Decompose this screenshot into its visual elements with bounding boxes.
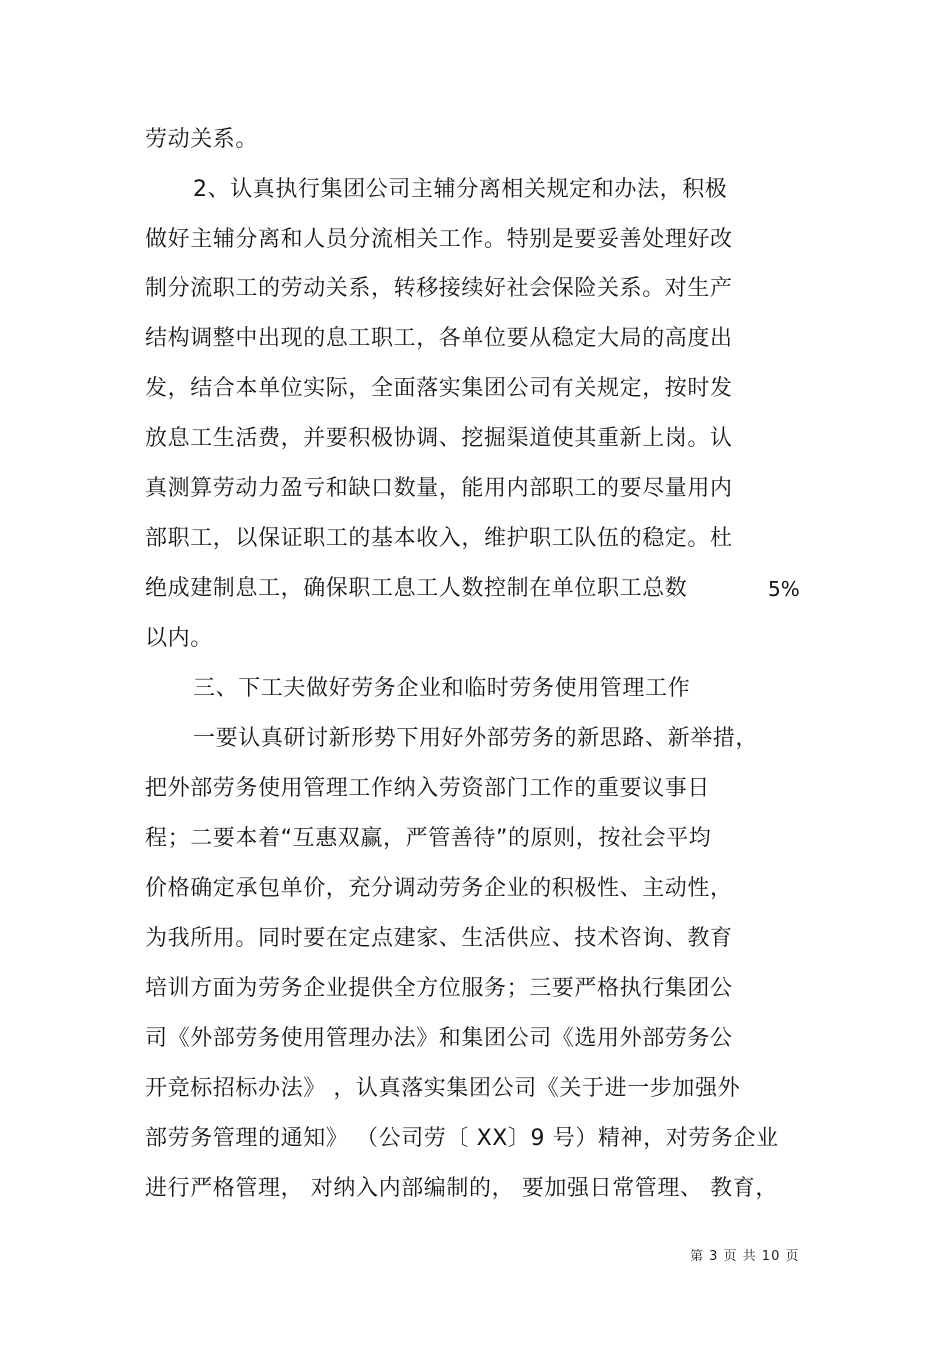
text-line: 做好主辅分离和人员分流相关工作。特别是要妥善处理好改 (145, 227, 733, 252)
text-line: 结构调整中出现的息工职工，各单位要从稳定大局的高度出 (145, 326, 733, 351)
text-line: 司《外部劳务使用管理办法》和集团公司《选用外部劳务公 (145, 1026, 733, 1051)
text-line: 进行严格管理， 对纳入内部编制的， 要加强日常管理、 教育， (145, 1176, 778, 1201)
percent-value: 5% (768, 577, 800, 601)
text-line: 2、认真执行集团公司主辅分离相关规定和办法，积极 (193, 177, 728, 202)
section-heading: 三、下工夫做好劳务企业和临时劳务使用管理工作 (193, 676, 691, 701)
text-line: 真测算劳动力盈亏和缺口数量，能用内部职工的要尽量用内 (145, 476, 733, 501)
text-line: 部职工，以保证职工的基本收入，维护职工队伍的稳定。杜 (145, 526, 733, 551)
text-line: 以内。 (145, 626, 213, 651)
page-number: 第 3 页 共 10 页 (690, 1249, 800, 1264)
text-line: 制分流职工的劳动关系，转移接续好社会保险关系。对生产 (145, 276, 733, 301)
text-line: 价格确定承包单价，充分调动劳务企业的积极性、主动性， (145, 876, 733, 901)
text-line: 培训方面为劳务企业提供全方位服务；三要严格执行集团公 (145, 976, 733, 1001)
text-line: 程；二要本着“互惠双赢，严管善待”的原则，按社会平均 (145, 826, 712, 851)
text-line: 部劳务管理的通知》 （公司劳〔 XX〕9 号）精神，对劳务企业 (145, 1126, 779, 1151)
text-line: 为我所用。同时要在定点建家、生活供应、技术咨询、教育 (145, 926, 733, 951)
text-line: 放息工生活费，并要积极协调、挖掘渠道使其重新上岗。认 (145, 426, 733, 451)
text-line: 一要认真研讨新形势下用好外部劳务的新思路、新举措， (193, 726, 759, 751)
text-line: 开竞标招标办法》 ，认真落实集团公司《关于进一步加强外 (145, 1076, 741, 1101)
text-line: 劳动关系。 (145, 127, 259, 152)
text-line: 把外部劳务使用管理工作纳入劳资部门工作的重要议事日 (145, 776, 711, 801)
text-line: 绝成建制息工，确保职工息工人数控制在单位职工总数 (145, 576, 688, 601)
text-line: 发，结合本单位实际，全面落实集团公司有关规定，按时发 (145, 376, 733, 401)
